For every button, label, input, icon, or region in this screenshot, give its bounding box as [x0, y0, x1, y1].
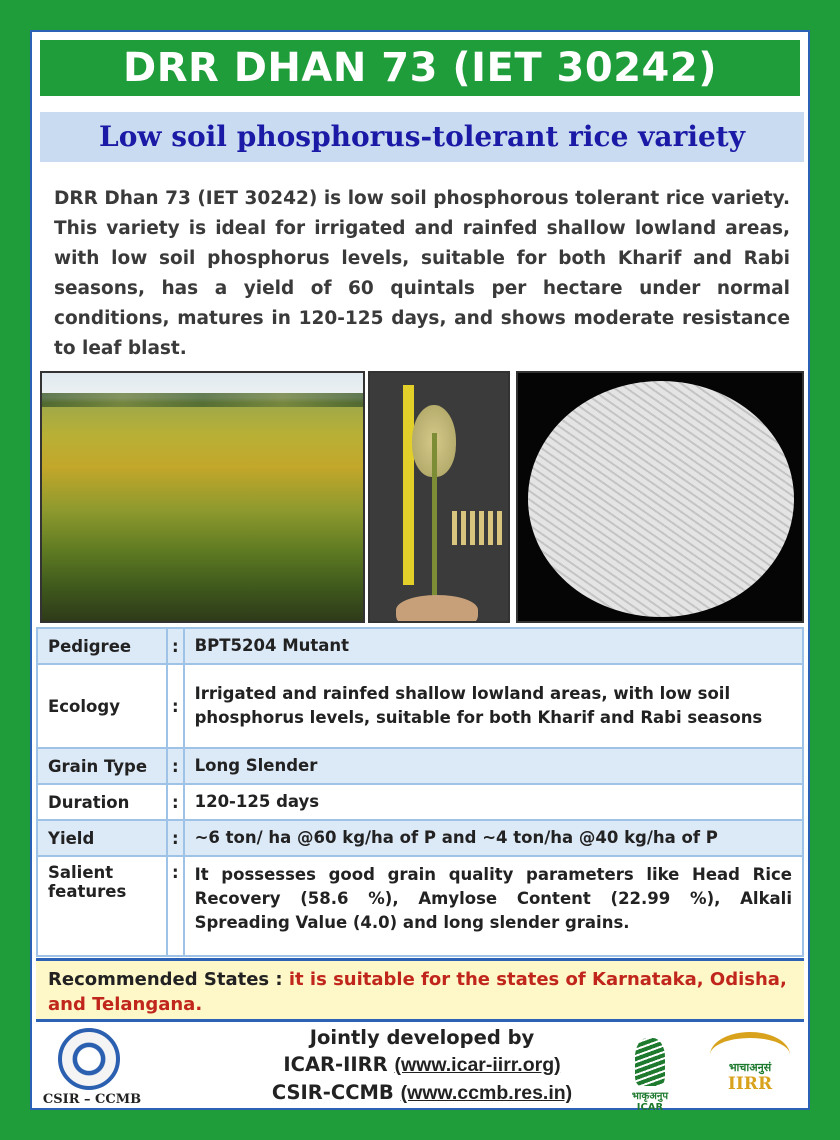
org-csir-ccmb: CSIR-CCMB [271, 1081, 394, 1104]
csir-ccmb-logo-icon [58, 1028, 120, 1090]
iirr-logo-text: IIRR [727, 1074, 773, 1094]
tree-line [42, 393, 363, 407]
iirr-logo-icon [702, 1032, 798, 1102]
table-row [37, 628, 803, 664]
icar-logo-text: भाकृअनुप ICAR [631, 1091, 669, 1113]
rice-stem [432, 433, 437, 601]
spec-label: Ecology [37, 664, 167, 748]
poster [30, 30, 810, 1113]
spec-label: Duration [37, 784, 167, 820]
spec-label: Yield [37, 820, 167, 856]
spec-value: Long Slender [184, 748, 803, 784]
wheat-emblem [635, 1038, 665, 1086]
table-row [37, 748, 803, 784]
ccmb-link[interactable]: (www.ccmb.res.in) [400, 1082, 573, 1104]
poster-title: DRR DHAN 73 (IET 30242) [40, 40, 800, 96]
spec-separator: : [167, 628, 184, 664]
spec-value: BPT5204 Mutant [184, 628, 803, 664]
recommended-label: Recommended States : [48, 969, 283, 990]
spec-table [36, 627, 804, 957]
seed-samples [452, 511, 502, 545]
spec-separator: : [167, 664, 184, 748]
rice-field-photo [40, 371, 365, 623]
icar-iirr-link[interactable]: (www.icar-iirr.org) [394, 1054, 561, 1076]
measuring-ruler [403, 385, 414, 585]
plant-pot [396, 595, 478, 623]
ccmb-label: CSIR – CCMB [42, 1092, 142, 1107]
spec-separator: : [167, 856, 184, 956]
table-row [37, 820, 803, 856]
developed-by [202, 1024, 642, 1107]
spec-value: Irrigated and rainfed shallow lowland areas, with low soil phosphorus levels, suitable for both Kharif and Rabi seasons [184, 664, 803, 748]
icar-logo-icon [617, 1032, 683, 1113]
org-icar-iirr: ICAR-IIRR [283, 1053, 388, 1076]
spec-separator: : [167, 748, 184, 784]
poster-subtitle: Low soil phosphorus-tolerant rice variety [40, 112, 804, 162]
grain-heap [528, 381, 794, 617]
spec-label: Pedigree [37, 628, 167, 664]
spec-value: 120-125 days [184, 784, 803, 820]
spec-separator: : [167, 784, 184, 820]
spec-value: ~6 ton/ ha @60 kg/ha of P and ~4 ton/ha @40 kg/ha of P [184, 820, 803, 856]
table-row [37, 784, 803, 820]
iirr-hindi-text: भाचाअनुसं [728, 1061, 772, 1074]
table-row [37, 664, 803, 748]
recommended-states [36, 958, 804, 1022]
spec-value: It possesses good grain quality parameters like Head Rice Recovery (58.6 %), Amylose Content (22.99 %), Alkali Spreading Value (4.0) and long slender grains. [184, 856, 803, 956]
rice-plant-photo [368, 371, 510, 623]
table-row [37, 856, 803, 956]
spec-label: Grain Type [37, 748, 167, 784]
rice-grains-photo [516, 371, 804, 623]
developed-by-line: Jointly developed by [309, 1026, 535, 1049]
recommended-value: it is suitable for the states of Karnataka, Odisha, and Telangana. [48, 969, 787, 1015]
intro-paragraph: DRR Dhan 73 (IET 30242) is low soil phosphorous tolerant rice variety. This variety is ideal for irrigated and rainfed shallow lowland areas, with low soil phosphorus levels, suitable for both Kharif and Rabi seasons, has a yield of 60 quintals per hectare under normal conditions, matures in 120-125 days, and shows moderate resistance to leaf blast. [54, 188, 790, 359]
spec-label: Salient features [37, 856, 167, 956]
spec-separator: : [167, 820, 184, 856]
footer [32, 1024, 808, 1113]
